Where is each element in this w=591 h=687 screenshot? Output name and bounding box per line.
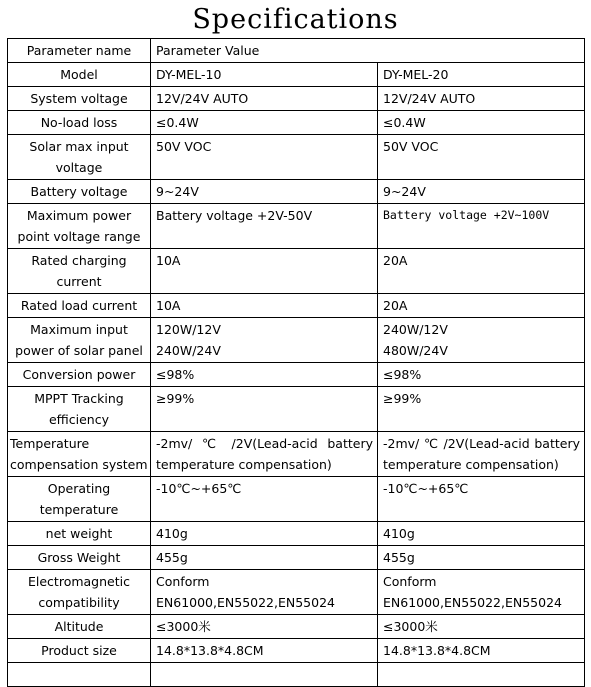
table-row <box>8 663 585 687</box>
model-20-value-cell <box>378 204 585 249</box>
cell-text-line: 20A <box>383 253 408 268</box>
table-row <box>8 204 585 249</box>
parameter-name-cell <box>8 663 151 687</box>
model-10-value-cell <box>151 180 378 204</box>
cell-text-line: Battery voltage +2V-50V <box>156 208 313 223</box>
cell-text-line: 20A <box>383 298 408 313</box>
cell-text-line: ≥99% <box>383 391 422 406</box>
cell-text-line: Conform <box>383 574 437 589</box>
cell-text-line: Battery voltage <box>30 184 128 199</box>
cell-text-line: 455g <box>383 550 415 565</box>
cell-text-line: point voltage range <box>17 229 141 244</box>
model-10-value-cell <box>151 63 378 87</box>
model-20-value-cell <box>378 432 585 477</box>
table-row <box>8 477 585 522</box>
cell-text-line: 12V/24V AUTO <box>156 91 249 106</box>
header-parameter-value: Parameter Value <box>151 39 585 63</box>
cell-text-line: Gross Weight <box>37 550 121 565</box>
model-20-value-cell <box>378 546 585 570</box>
cell-text-line: ≤3000米 <box>383 619 438 634</box>
cell-text-line: ≤3000米 <box>156 619 211 634</box>
cell-text-line: Battery voltage +2V~100V <box>383 208 550 222</box>
parameter-name-cell <box>8 522 151 546</box>
cell-text-line: net weight <box>45 526 113 541</box>
specifications-table <box>7 38 585 687</box>
cell-text-line: MPPT Tracking <box>34 391 124 406</box>
cell-text-line: DY-MEL-10 <box>156 67 222 82</box>
page-title: Specifications <box>192 4 399 35</box>
model-10-value-cell <box>151 639 378 663</box>
table-row <box>8 522 585 546</box>
cell-text-line: power of solar panel <box>15 343 143 358</box>
model-10-value-cell <box>151 522 378 546</box>
cell-text-line: Rated charging <box>31 253 127 268</box>
cell-text-line: EN61000,EN55022,EN55024 <box>156 595 335 610</box>
cell-text-line: 410g <box>383 526 415 541</box>
cell-text-line: Product size <box>41 643 117 658</box>
model-10-value-cell <box>151 477 378 522</box>
table-row <box>8 363 585 387</box>
cell-text-line: Rated load current <box>20 298 138 313</box>
model-20-value-cell <box>378 180 585 204</box>
table-row <box>8 615 585 639</box>
parameter-name-cell <box>8 204 151 249</box>
cell-text-line: 50V VOC <box>383 139 439 154</box>
parameter-name-cell <box>8 546 151 570</box>
parameter-name-cell <box>8 63 151 87</box>
table-row <box>8 546 585 570</box>
table-row <box>8 570 585 615</box>
cell-text-line: ≤98% <box>156 367 195 382</box>
parameter-name-cell <box>8 180 151 204</box>
model-10-value-cell <box>151 294 378 318</box>
table-row <box>8 111 585 135</box>
table-row <box>8 318 585 363</box>
table-row <box>8 87 585 111</box>
parameter-name-cell <box>8 249 151 294</box>
cell-text-line: Solar max input <box>29 139 129 154</box>
cell-text-line: 455g <box>156 550 188 565</box>
cell-text-line: 240W/12V <box>383 322 448 337</box>
specifications-table-body <box>8 39 585 687</box>
model-20-value-cell <box>378 570 585 615</box>
cell-text-line: No-load loss <box>40 115 118 130</box>
model-10-value-cell <box>151 387 378 432</box>
table-row <box>8 432 585 477</box>
parameter-name-cell <box>8 387 151 432</box>
cell-text-line: temperature compensation) <box>156 457 332 472</box>
model-10-value-cell <box>151 546 378 570</box>
model-20-value-cell <box>378 294 585 318</box>
model-10-value-cell <box>151 570 378 615</box>
table-row <box>8 63 585 87</box>
cell-text-line: 120W/12V <box>156 322 221 337</box>
parameter-name-cell <box>8 639 151 663</box>
model-10-value-cell <box>151 135 378 180</box>
model-10-value-cell <box>151 111 378 135</box>
cell-text-line: EN61000,EN55022,EN55024 <box>383 595 562 610</box>
cell-text-line: voltage <box>55 160 103 175</box>
parameter-name-cell <box>8 477 151 522</box>
cell-text-line: Maximum power <box>26 208 132 223</box>
table-row <box>8 135 585 180</box>
model-20-value-cell <box>378 63 585 87</box>
cell-text-line: compatibility <box>38 595 120 610</box>
model-20-value-cell <box>378 318 585 363</box>
model-20-value-cell <box>378 387 585 432</box>
parameter-name-cell <box>8 135 151 180</box>
cell-text-line: Altitude <box>54 619 104 634</box>
parameter-name-cell <box>8 318 151 363</box>
model-10-value-cell <box>151 363 378 387</box>
model-20-value-cell <box>378 363 585 387</box>
table-row <box>8 180 585 204</box>
cell-text-line: 10A <box>156 298 181 313</box>
cell-text-line: ≤98% <box>383 367 422 382</box>
cell-text-line: 9~24V <box>156 184 199 199</box>
cell-text-line: 410g <box>156 526 188 541</box>
cell-text-line: -2mv/ ℃ /2V(Lead-acid battery <box>156 436 373 451</box>
model-10-value-cell <box>151 663 378 687</box>
header-parameter-name: Parameter name <box>8 39 151 63</box>
cell-text-line: Conform <box>156 574 210 589</box>
cell-text-line: 50V VOC <box>156 139 212 154</box>
cell-text-line: efficiency <box>48 412 109 427</box>
cell-text-line: 14.8*13.8*4.8CM <box>383 643 491 658</box>
parameter-name-cell <box>8 294 151 318</box>
model-10-value-cell <box>151 318 378 363</box>
model-20-value-cell <box>378 87 585 111</box>
model-20-value-cell <box>378 249 585 294</box>
cell-text-line: 240W/24V <box>156 343 221 358</box>
cell-text-line: -10℃~+65℃ <box>383 481 469 496</box>
model-10-value-cell <box>151 432 378 477</box>
cell-text-line: temperature <box>39 502 119 517</box>
model-20-value-cell <box>378 663 585 687</box>
model-20-value-cell <box>378 522 585 546</box>
cell-text-line: temperature compensation) <box>383 457 559 472</box>
cell-text-line: 14.8*13.8*4.8CM <box>156 643 264 658</box>
cell-text-line: ≤0.4W <box>383 115 426 130</box>
model-10-value-cell <box>151 615 378 639</box>
cell-text-line: ≤0.4W <box>156 115 199 130</box>
table-row <box>8 639 585 663</box>
table-row <box>8 294 585 318</box>
model-10-value-cell <box>151 87 378 111</box>
parameter-name-cell <box>8 111 151 135</box>
parameter-name-cell <box>8 363 151 387</box>
cell-text-line: 10A <box>156 253 181 268</box>
parameter-name-cell <box>8 615 151 639</box>
cell-text-line: 480W/24V <box>383 343 448 358</box>
model-20-value-cell <box>378 111 585 135</box>
model-20-value-cell <box>378 135 585 180</box>
parameter-name-cell <box>8 570 151 615</box>
table-header-row <box>8 39 585 63</box>
cell-text-line: -10℃~+65℃ <box>156 481 242 496</box>
model-10-value-cell <box>151 249 378 294</box>
cell-text-line: DY-MEL-20 <box>383 67 449 82</box>
cell-text-line: Electromagnetic <box>28 574 130 589</box>
cell-text-line: -2mv/ ℃ /2V(Lead-acid battery <box>383 436 580 451</box>
cell-text-line: ≥99% <box>156 391 195 406</box>
model-20-value-cell <box>378 615 585 639</box>
cell-text-line: 12V/24V AUTO <box>383 91 476 106</box>
cell-text-line: Temperature <box>10 436 90 451</box>
parameter-name-cell <box>8 432 151 477</box>
cell-text-line: Model <box>60 67 98 82</box>
cell-text-line: Operating <box>47 481 111 496</box>
cell-text-line: 9~24V <box>383 184 426 199</box>
model-20-value-cell <box>378 477 585 522</box>
cell-text-line: Maximum input <box>30 322 128 337</box>
table-row <box>8 387 585 432</box>
cell-text-line: current <box>56 274 102 289</box>
model-10-value-cell <box>151 204 378 249</box>
table-row <box>8 249 585 294</box>
cell-text-line: System voltage <box>30 91 128 106</box>
parameter-name-cell <box>8 87 151 111</box>
cell-text-line: compensation system <box>10 457 148 472</box>
model-20-value-cell <box>378 639 585 663</box>
cell-text-line: Conversion power <box>22 367 136 382</box>
